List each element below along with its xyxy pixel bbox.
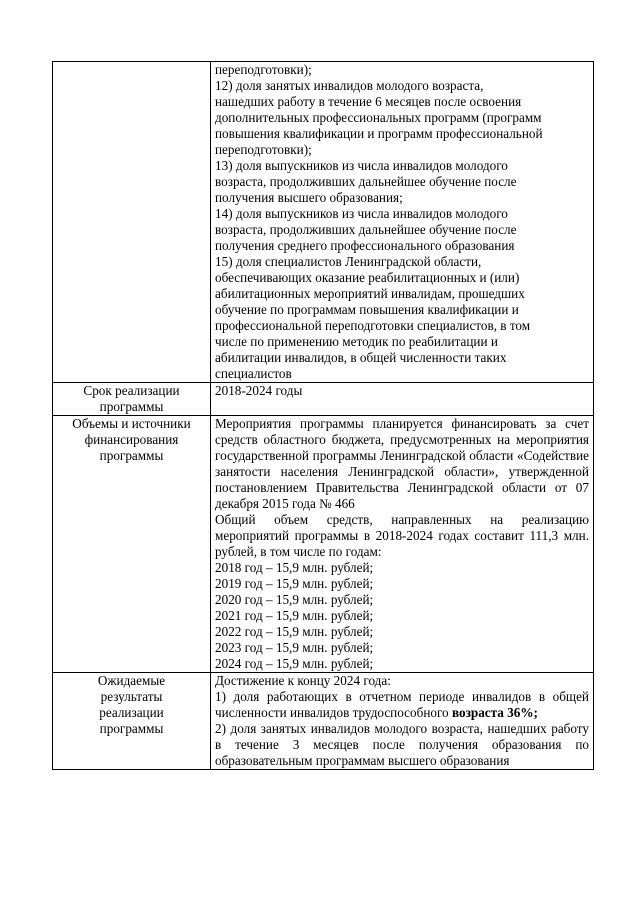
text-line: переподготовки); — [215, 142, 312, 157]
text-line: обучение по программам повышения квалификации и — [215, 302, 519, 317]
funding-year: 2022 год – 15,9 млн. рублей; — [215, 624, 374, 639]
text-line: профессиональной переподготовки специалистов, в том — [215, 318, 531, 333]
label-line: программы — [99, 399, 164, 414]
text-line: 13) доля выпускников из числа инвалидов молодого — [215, 158, 508, 173]
text-line: абилитационных мероприятий инвалидам, прошедших — [215, 286, 525, 301]
text-line: специалистов — [215, 366, 292, 381]
results-cell — [211, 673, 594, 770]
label-line: Ожидаемые — [97, 673, 166, 688]
text-line: абилитации инвалидов, в общей численности таких — [215, 350, 507, 365]
indicators-cell — [211, 62, 594, 383]
table-row-indicators — [53, 62, 594, 383]
funding-year: 2021 год – 15,9 млн. рублей; — [215, 608, 374, 623]
table-row-term — [53, 383, 594, 416]
program-passport-table — [52, 61, 594, 770]
funding-year: 2019 год – 15,9 млн. рублей; — [215, 576, 374, 591]
text-line: возраста, продолживших дальнейшее обучение после — [215, 174, 517, 189]
label-line: финансирования — [84, 432, 179, 447]
funding-year: 2023 год – 15,9 млн. рублей; — [215, 640, 374, 655]
funding-year: 2024 год – 15,9 млн. рублей; — [215, 656, 374, 671]
table-row-results — [53, 673, 594, 770]
result-item-1-bold: возраста 36%; — [451, 705, 538, 720]
label-line: программы — [99, 448, 164, 463]
row-label-funding — [53, 416, 211, 673]
result-item-1 — [215, 689, 589, 721]
text-line: получения среднего профессионального образования — [215, 238, 515, 253]
funding-year: 2020 год – 15,9 млн. рублей; — [215, 592, 374, 607]
result-item-1-text: 1) доля работающих в отчетном периоде инвалидов в общей численности инвалидов трудоспособного — [215, 689, 589, 720]
text-line: 15) доля специалистов Ленинградской области, — [215, 254, 482, 269]
text-line: обеспечивающих оказание реабилитационных и (или) — [215, 270, 520, 285]
text-line: числе по применению методик по реабилитации и — [215, 334, 498, 349]
label-line: реализации — [99, 705, 164, 720]
label-line: Срок реализации — [83, 383, 180, 398]
text-line: нашедших работу в течение 6 месяцев после освоения — [215, 94, 522, 109]
text-line: 14) доля выпускников из числа инвалидов молодого — [215, 206, 508, 221]
funding-paragraph: Общий объем средств, направленных на реализацию мероприятий программы в 2018-2024 годах составит 111,3 млн. рублей, в том числе по годам: — [215, 512, 589, 559]
label-line: программы — [99, 721, 164, 736]
funding-year: 2018 год – 15,9 млн. рублей; — [215, 560, 374, 575]
results-intro: Достижение к концу 2024 года: — [215, 673, 391, 688]
row-label-empty — [53, 62, 211, 383]
funding-paragraph: Мероприятия программы планируется финансировать за счет средств областного бюджета, предусмотренных на мероприятия государственной программы Ленинградской области «Содействие занятости населения Ленинградской области», утвержденной постановлением Правительства Ленинградской области от 07 декабря 2015 года № 466 — [215, 416, 589, 511]
text-line: 12) доля занятых инвалидов молодого возраста, — [215, 78, 484, 93]
text-line: дополнительных профессиональных программ (программ — [215, 110, 542, 125]
table-row-funding — [53, 416, 594, 673]
row-label-term — [53, 383, 211, 416]
text-line: возраста, продолживших дальнейшее обучение после — [215, 222, 517, 237]
label-line: результаты — [100, 689, 163, 704]
term-cell — [211, 383, 594, 416]
term-value: 2018-2024 годы — [215, 383, 303, 398]
row-label-results — [53, 673, 211, 770]
label-line: Объемы и источники — [72, 416, 191, 431]
text-line: переподготовки); — [215, 62, 312, 77]
text-line: получения высшего образования; — [215, 190, 403, 205]
text-line: повышения квалификации и программ профессиональной — [215, 126, 543, 141]
funding-cell — [211, 416, 594, 673]
result-item-2: 2) доля занятых инвалидов молодого возраста, нашедших работу в течение 3 месяцев после получения образования по образовательным программам высшего образования — [215, 721, 589, 768]
